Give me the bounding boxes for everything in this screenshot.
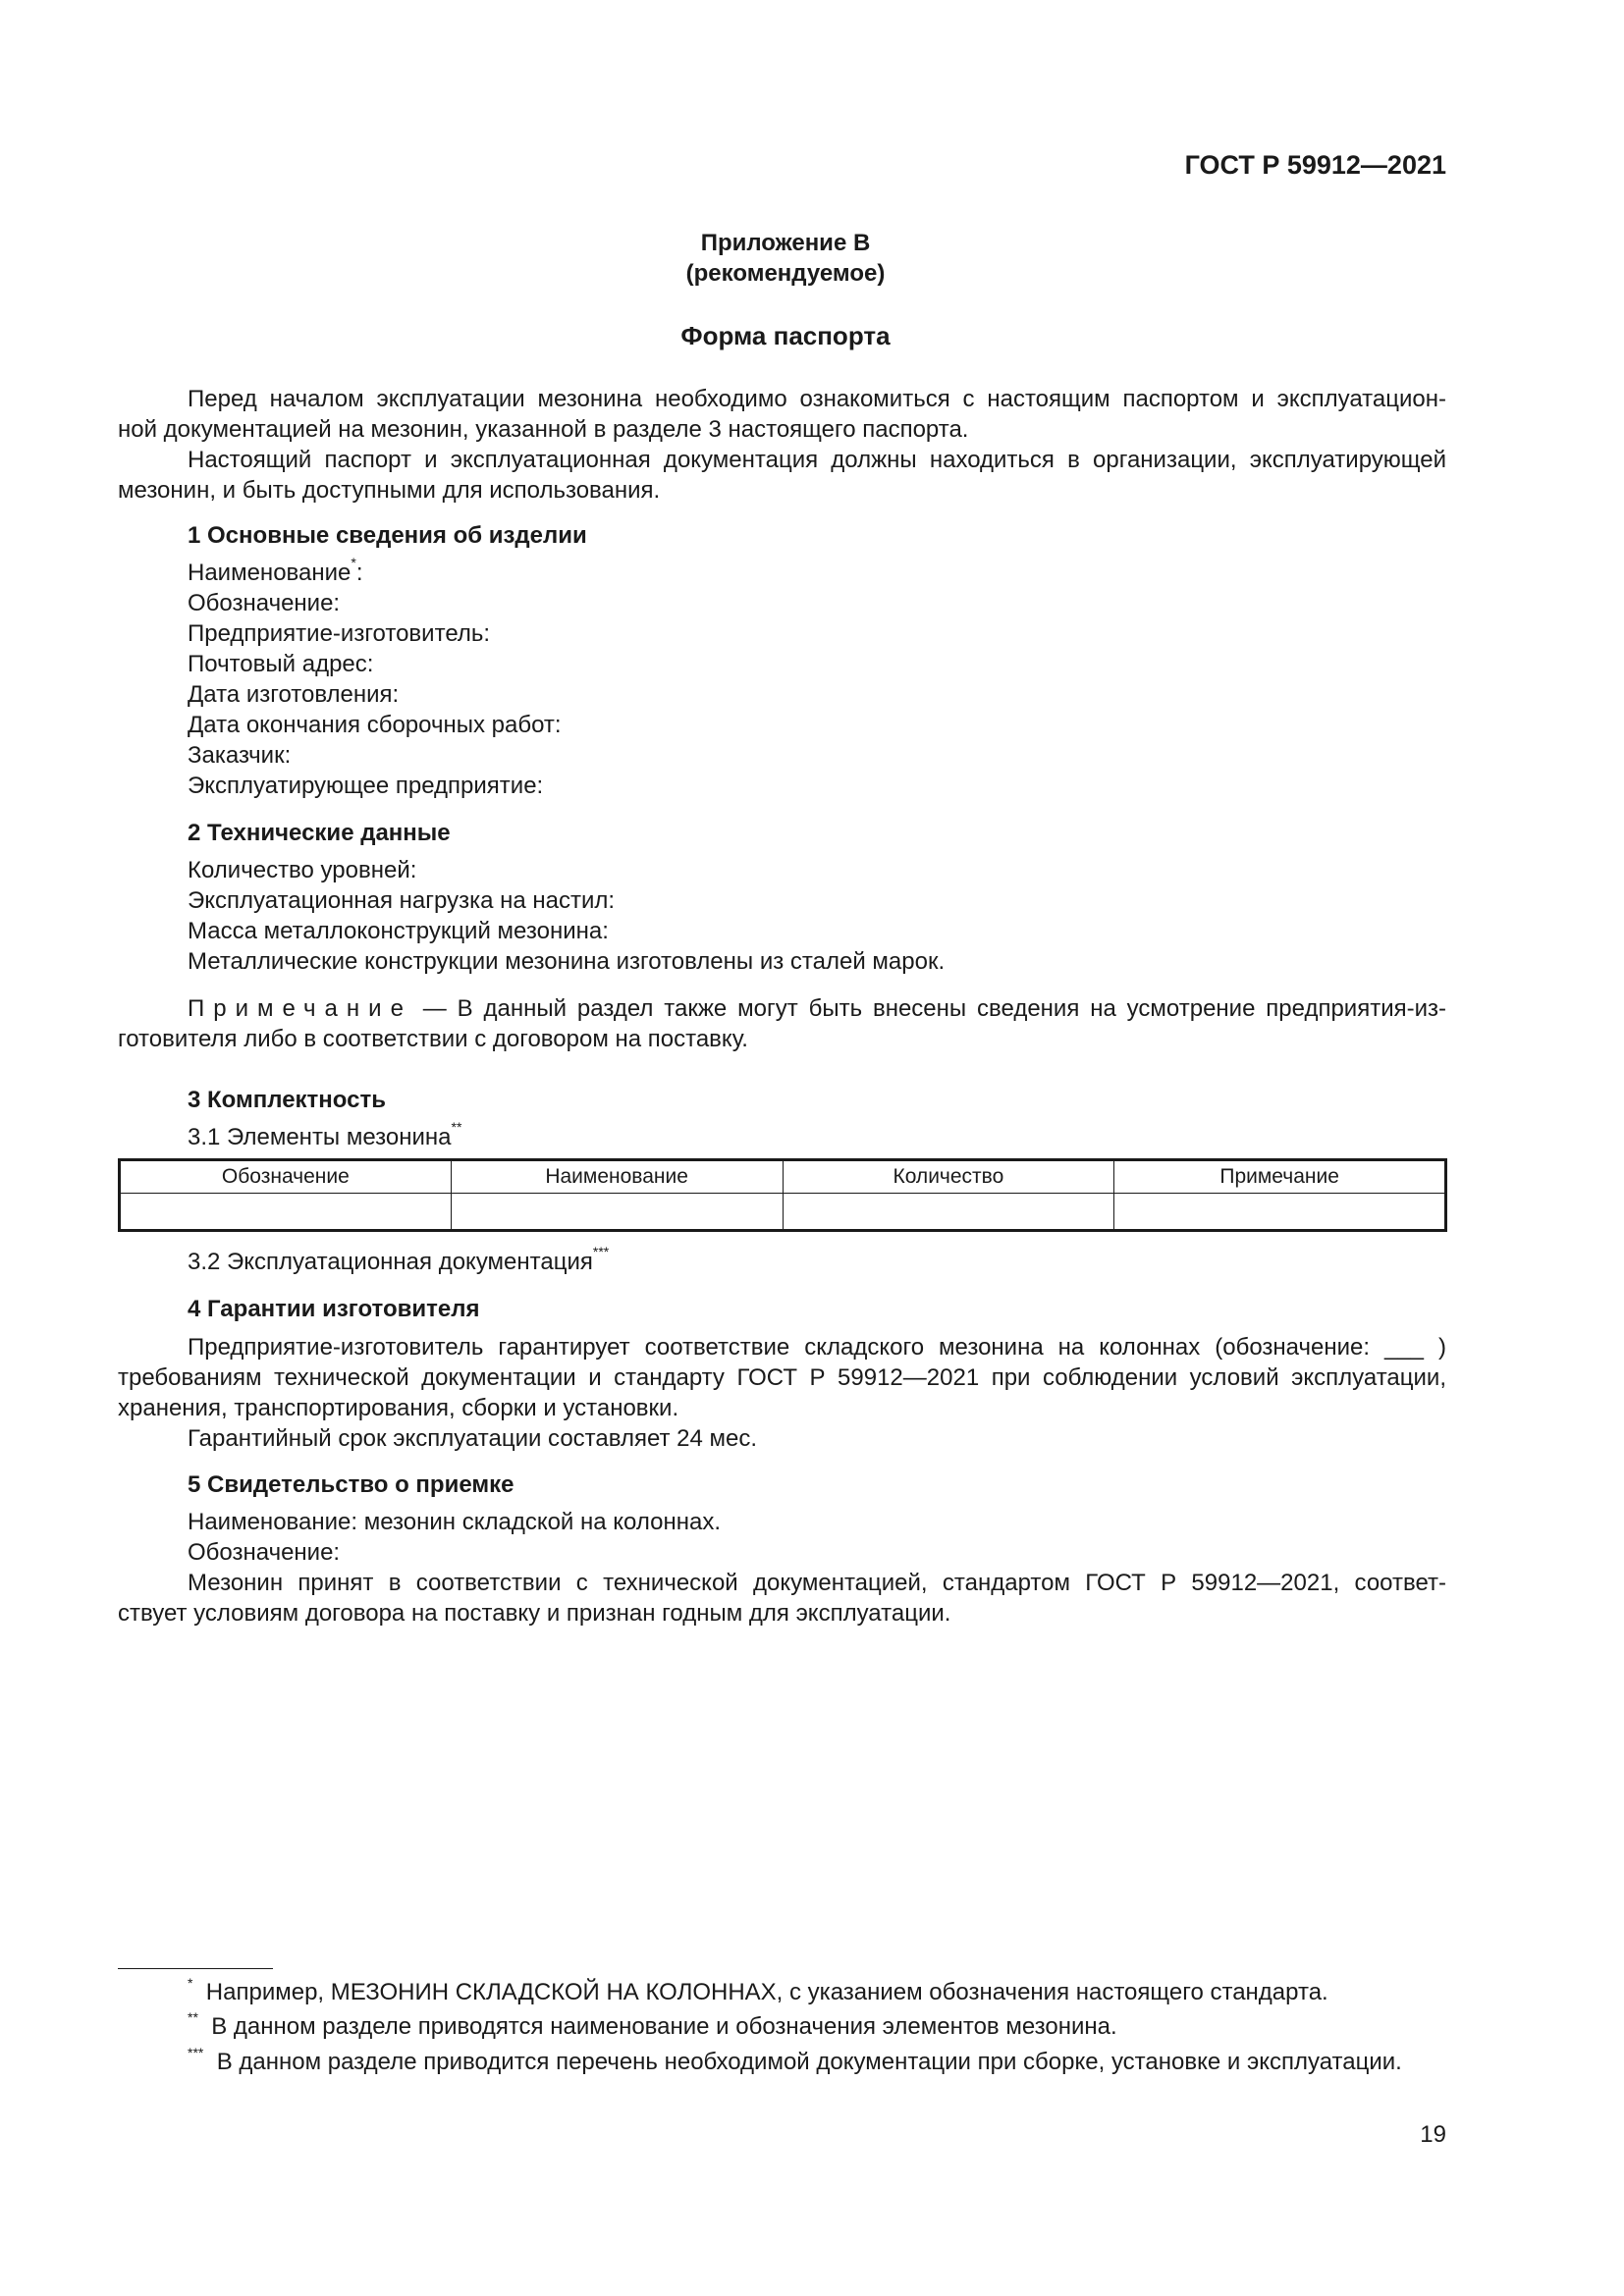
appendix-title: Приложение В — [700, 230, 871, 256]
section1-heading: 1 Основные сведения об изделии — [188, 522, 587, 549]
field-designation: Обозначение: — [188, 590, 341, 616]
field-steel: Металлические конструкции мезонина изготовлены из сталей марок. — [188, 948, 946, 975]
table-header-designation: Обозначение — [120, 1160, 452, 1194]
field-name: Наименование*: — [188, 555, 363, 586]
section1-fields — [188, 555, 562, 801]
intro-p2-line1: Настоящий паспорт и эксплуатационная документация должны находиться в организации, эксплуатирующей — [188, 447, 1446, 473]
table-cell — [120, 1194, 452, 1231]
footnote-ref-3: *** — [592, 1244, 610, 1259]
intro-text — [118, 384, 1446, 506]
field-postal-address: Почтовый адрес: — [188, 651, 374, 677]
note-label: Примечание — [188, 995, 412, 1022]
section4-line2: требованиям технической документации и стандарту ГОСТ Р 59912—2021 при соблюдении условий эксплуатации, — [118, 1364, 1446, 1391]
section3-sub1: 3.1 Элементы мезонина** — [188, 1119, 462, 1150]
section5-line2: Обозначение: — [188, 1539, 341, 1566]
table-cell — [783, 1194, 1114, 1231]
field-load: Эксплуатационная нагрузка на настил: — [188, 887, 616, 914]
section5-text — [118, 1507, 1446, 1629]
section4-heading: 4 Гарантии изготовителя — [188, 1296, 480, 1322]
section5-line1: Наименование: мезонин складской на колоннах. — [188, 1509, 722, 1535]
section2-note — [118, 993, 1446, 1054]
section3-heading: 3 Комплектность — [188, 1087, 386, 1113]
field-manufacture-date: Дата изготовления: — [188, 681, 400, 708]
form-title: Форма паспорта — [680, 321, 891, 350]
field-levels: Количество уровней: — [188, 857, 417, 883]
table-header-note: Примечание — [1114, 1160, 1446, 1194]
field-customer: Заказчик: — [188, 742, 292, 769]
elements-table — [118, 1158, 1447, 1232]
page-number: 19 — [1420, 2121, 1446, 2148]
footnote-ref-2: ** — [451, 1119, 462, 1135]
field-assembly-end-date: Дата окончания сборочных работ: — [188, 712, 562, 738]
table-cell — [451, 1194, 783, 1231]
section2-fields — [188, 855, 945, 977]
section4-line3: хранения, транспортирования, сборки и установки. — [118, 1395, 679, 1421]
section3-sub2: 3.2 Эксплуатационная документация*** — [188, 1244, 610, 1275]
footnote-divider — [118, 1968, 273, 1969]
footnote-ref-1: * — [351, 555, 356, 570]
footnote-1: * Например, МЕЗОНИН СКЛАДСКОЙ НА КОЛОННАХ, с указанием обозначения настоящего стандарта. — [188, 1975, 1328, 2005]
intro-p1-line2: ной документацией на мезонин, указанной в разделе 3 настоящего паспорта. — [118, 416, 969, 443]
section4-line4: Гарантийный срок эксплуатации составляет 24 мес. — [188, 1425, 758, 1452]
field-manufacturer: Предприятие-изготовитель: — [188, 620, 491, 647]
field-operator: Эксплуатирующее предприятие: — [188, 773, 544, 799]
table-cell — [1114, 1194, 1446, 1231]
footnote-2: ** В данном разделе приводятся наименование и обозначения элементов мезонина. — [188, 2009, 1117, 2040]
table-header-quantity: Количество — [783, 1160, 1114, 1194]
section5-line3: Мезонин принят в соответствии с технической документацией, стандартом ГОСТ Р 59912—2021, соответ- — [188, 1570, 1446, 1596]
note-text-2: готовителя либо в соответствии с договором на поставку. — [118, 1026, 748, 1052]
footnote-3: *** В данном разделе приводится перечень необходимой документации при сборке, установке и эксплуатации. — [188, 2045, 1402, 2075]
appendix-status: (рекомендуемое) — [685, 260, 886, 287]
note-text-1: — В данный раздел также могут быть внесены сведения на усмотрение предприятия-из- — [411, 995, 1446, 1022]
table-header-name: Наименование — [451, 1160, 783, 1194]
section2-heading: 2 Технические данные — [188, 820, 451, 846]
section4-line1: Предприятие-изготовитель гарантирует соответствие складского мезонина на колоннах (обозначение: ___ ) — [188, 1334, 1446, 1361]
intro-p2-line2: мезонин, и быть доступными для использования. — [118, 477, 661, 504]
section4-text — [118, 1332, 1446, 1454]
intro-p1-line1: Перед началом эксплуатации мезонина необходимо ознакомиться с настоящим паспортом и эксплуатацион- — [188, 386, 1446, 412]
table-row — [120, 1194, 1446, 1231]
section5-line4: ствует условиям договора на поставку и признан годным для эксплуатации. — [118, 1600, 951, 1627]
table-header-row — [120, 1160, 1446, 1194]
section5-heading: 5 Свидетельство о приемке — [188, 1471, 514, 1498]
field-mass: Масса металлоконструкций мезонина: — [188, 918, 609, 944]
standard-code: ГОСТ Р 59912—2021 — [1184, 150, 1446, 180]
